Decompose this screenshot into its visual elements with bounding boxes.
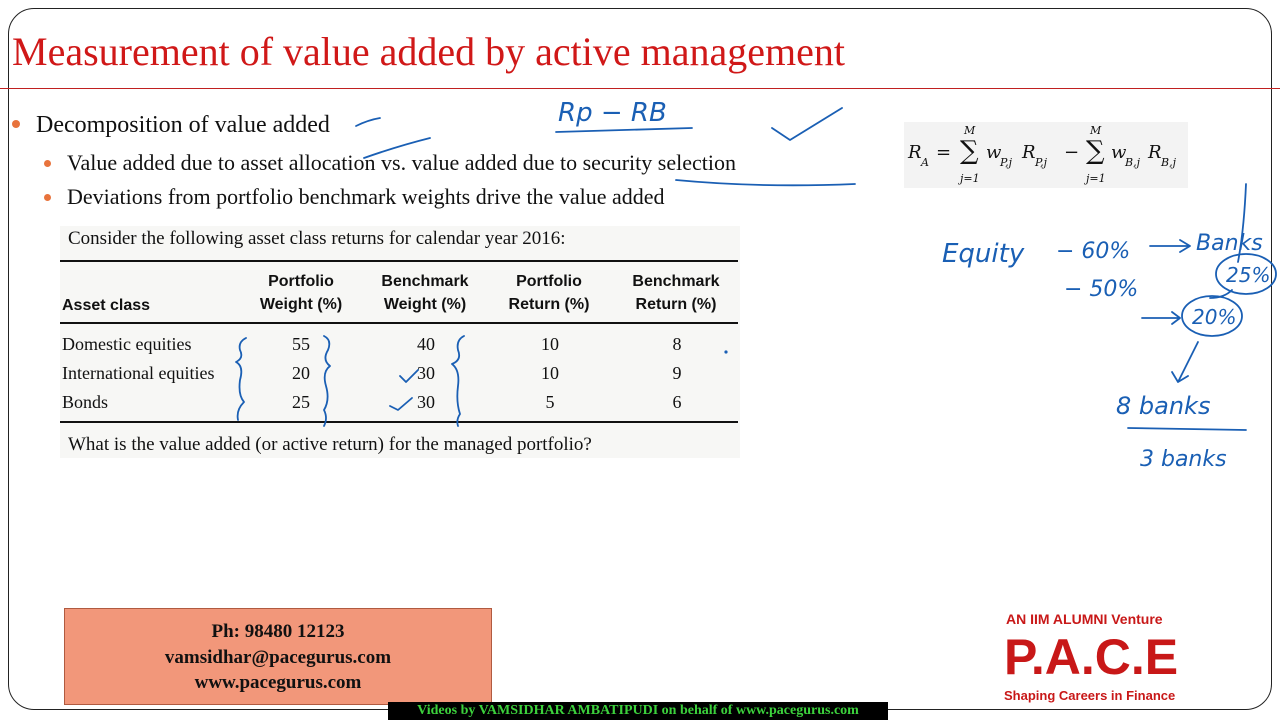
cell-portfolio-weight: 55 — [292, 334, 310, 354]
formula-term2-w: w — [1111, 142, 1127, 163]
bullet-sub-2-text: Deviations from portfolio benchmark weights drive the value added — [67, 184, 665, 209]
formula-term1-r: R — [1022, 142, 1036, 163]
table-header-rule — [60, 322, 738, 324]
logo-tagline-bottom: Shaping Careers in Finance — [1004, 688, 1176, 703]
formula-sum2-top: M — [1090, 124, 1102, 137]
contact-box — [64, 608, 492, 705]
formula-sum1-bottom: j=1 — [960, 172, 980, 185]
cell-benchmark-weight: 30 — [417, 392, 435, 412]
formula-term1-r-sub: P,j — [1035, 156, 1048, 169]
annotation-three-banks: 3 banks — [1140, 447, 1227, 472]
annotation-fifty: − 50% — [1064, 277, 1139, 302]
bullet-main-text: Decomposition of value added — [36, 112, 330, 138]
cell-portfolio-return: 10 — [541, 363, 559, 383]
header-asset-class: Asset class — [62, 297, 151, 314]
header-portfolio-weight: Portfolio Weight (%) — [259, 273, 343, 313]
cell-portfolio-return: 5 — [545, 392, 555, 412]
annotation-twenty: 20% — [1192, 305, 1237, 329]
formula-term2-w-sub: B,j — [1125, 156, 1140, 169]
annotation-twentyfive: 25% — [1226, 263, 1271, 287]
contact-email: vamsidhar@pacegurus.com — [164, 646, 392, 668]
logo-tagline-top: AN IIM ALUMNI Venture — [1006, 611, 1163, 627]
header-benchmark-return: Benchmark Return (%) — [632, 273, 720, 313]
cell-benchmark-weight: 40 — [417, 334, 435, 354]
footer-credit: Videos by VAMSIDHAR AMBATIPUDI on behalf of www.pacegurus.com — [388, 702, 888, 720]
annotation-equity: Equity — [942, 239, 1025, 269]
cell-benchmark-return: 6 — [672, 392, 682, 412]
table-intro: Consider the following asset class returns for calendar year 2016: — [68, 228, 566, 249]
formula-term2-r: R — [1148, 142, 1162, 163]
cell-asset: International equities — [62, 363, 215, 383]
header-benchmark-weight: Benchmark Weight (%) — [381, 273, 469, 313]
cell-asset: Bonds — [62, 392, 109, 412]
bullet-dot-icon — [44, 160, 51, 167]
table-top-rule — [60, 260, 738, 262]
pace-logo: P.A.C.E — [1004, 629, 1179, 685]
bullet-sub-2 — [44, 184, 665, 210]
slide-title: Measurement of value added by active management — [12, 29, 845, 74]
contact-phone: Ph: 98480 12123 — [211, 621, 345, 642]
table-bottom-rule — [60, 421, 738, 423]
cell-benchmark-return: 8 — [672, 334, 682, 354]
formula-term2-r-sub: B,j — [1161, 156, 1176, 169]
cell-portfolio-weight: 25 — [292, 392, 310, 412]
annotation-eight-banks: 8 banks — [1116, 392, 1211, 420]
annotation-sixty: − 60% — [1056, 239, 1131, 264]
asset-returns-table — [60, 226, 740, 458]
formula-term1-w: w — [986, 142, 1002, 163]
formula-sum1-top: M — [964, 124, 976, 137]
cell-benchmark-weight: 30 — [417, 363, 435, 383]
bullet-dot-icon — [44, 194, 51, 201]
formula-sum2-bottom: j=1 — [1086, 172, 1106, 185]
annotation-banks: Banks — [1196, 231, 1263, 256]
contact-website: www.pacegurus.com — [194, 672, 362, 693]
cell-portfolio-weight: 20 — [292, 363, 310, 383]
annotation-rp-rb: Rp − RB — [558, 98, 667, 128]
formula-minus: − — [1064, 142, 1080, 163]
bullet-sub-1-text: Value added due to asset allocation vs. value added due to security selection — [67, 150, 736, 175]
bullet-dot-icon — [12, 120, 20, 128]
formula-term1-w-sub: P,j — [1000, 156, 1013, 169]
table-question: What is the value added (or active return) for the managed portfolio? — [68, 434, 592, 455]
title-divider — [0, 88, 1280, 89]
formula-equals: = — [936, 142, 952, 163]
value-added-formula — [904, 122, 1188, 188]
bullet-main — [12, 112, 330, 139]
cell-portfolio-return: 10 — [541, 334, 559, 354]
cell-asset: Domestic equities — [62, 334, 192, 354]
sigma-icon: ∑ — [1086, 136, 1105, 166]
header-portfolio-return: Portfolio Return (%) — [508, 273, 590, 313]
cell-benchmark-return: 9 — [672, 363, 682, 383]
formula-lhs: R — [908, 142, 922, 163]
sigma-icon: ∑ — [960, 136, 979, 166]
bullet-sub-1 — [44, 150, 736, 176]
formula-lhs-sub: A — [921, 156, 929, 169]
